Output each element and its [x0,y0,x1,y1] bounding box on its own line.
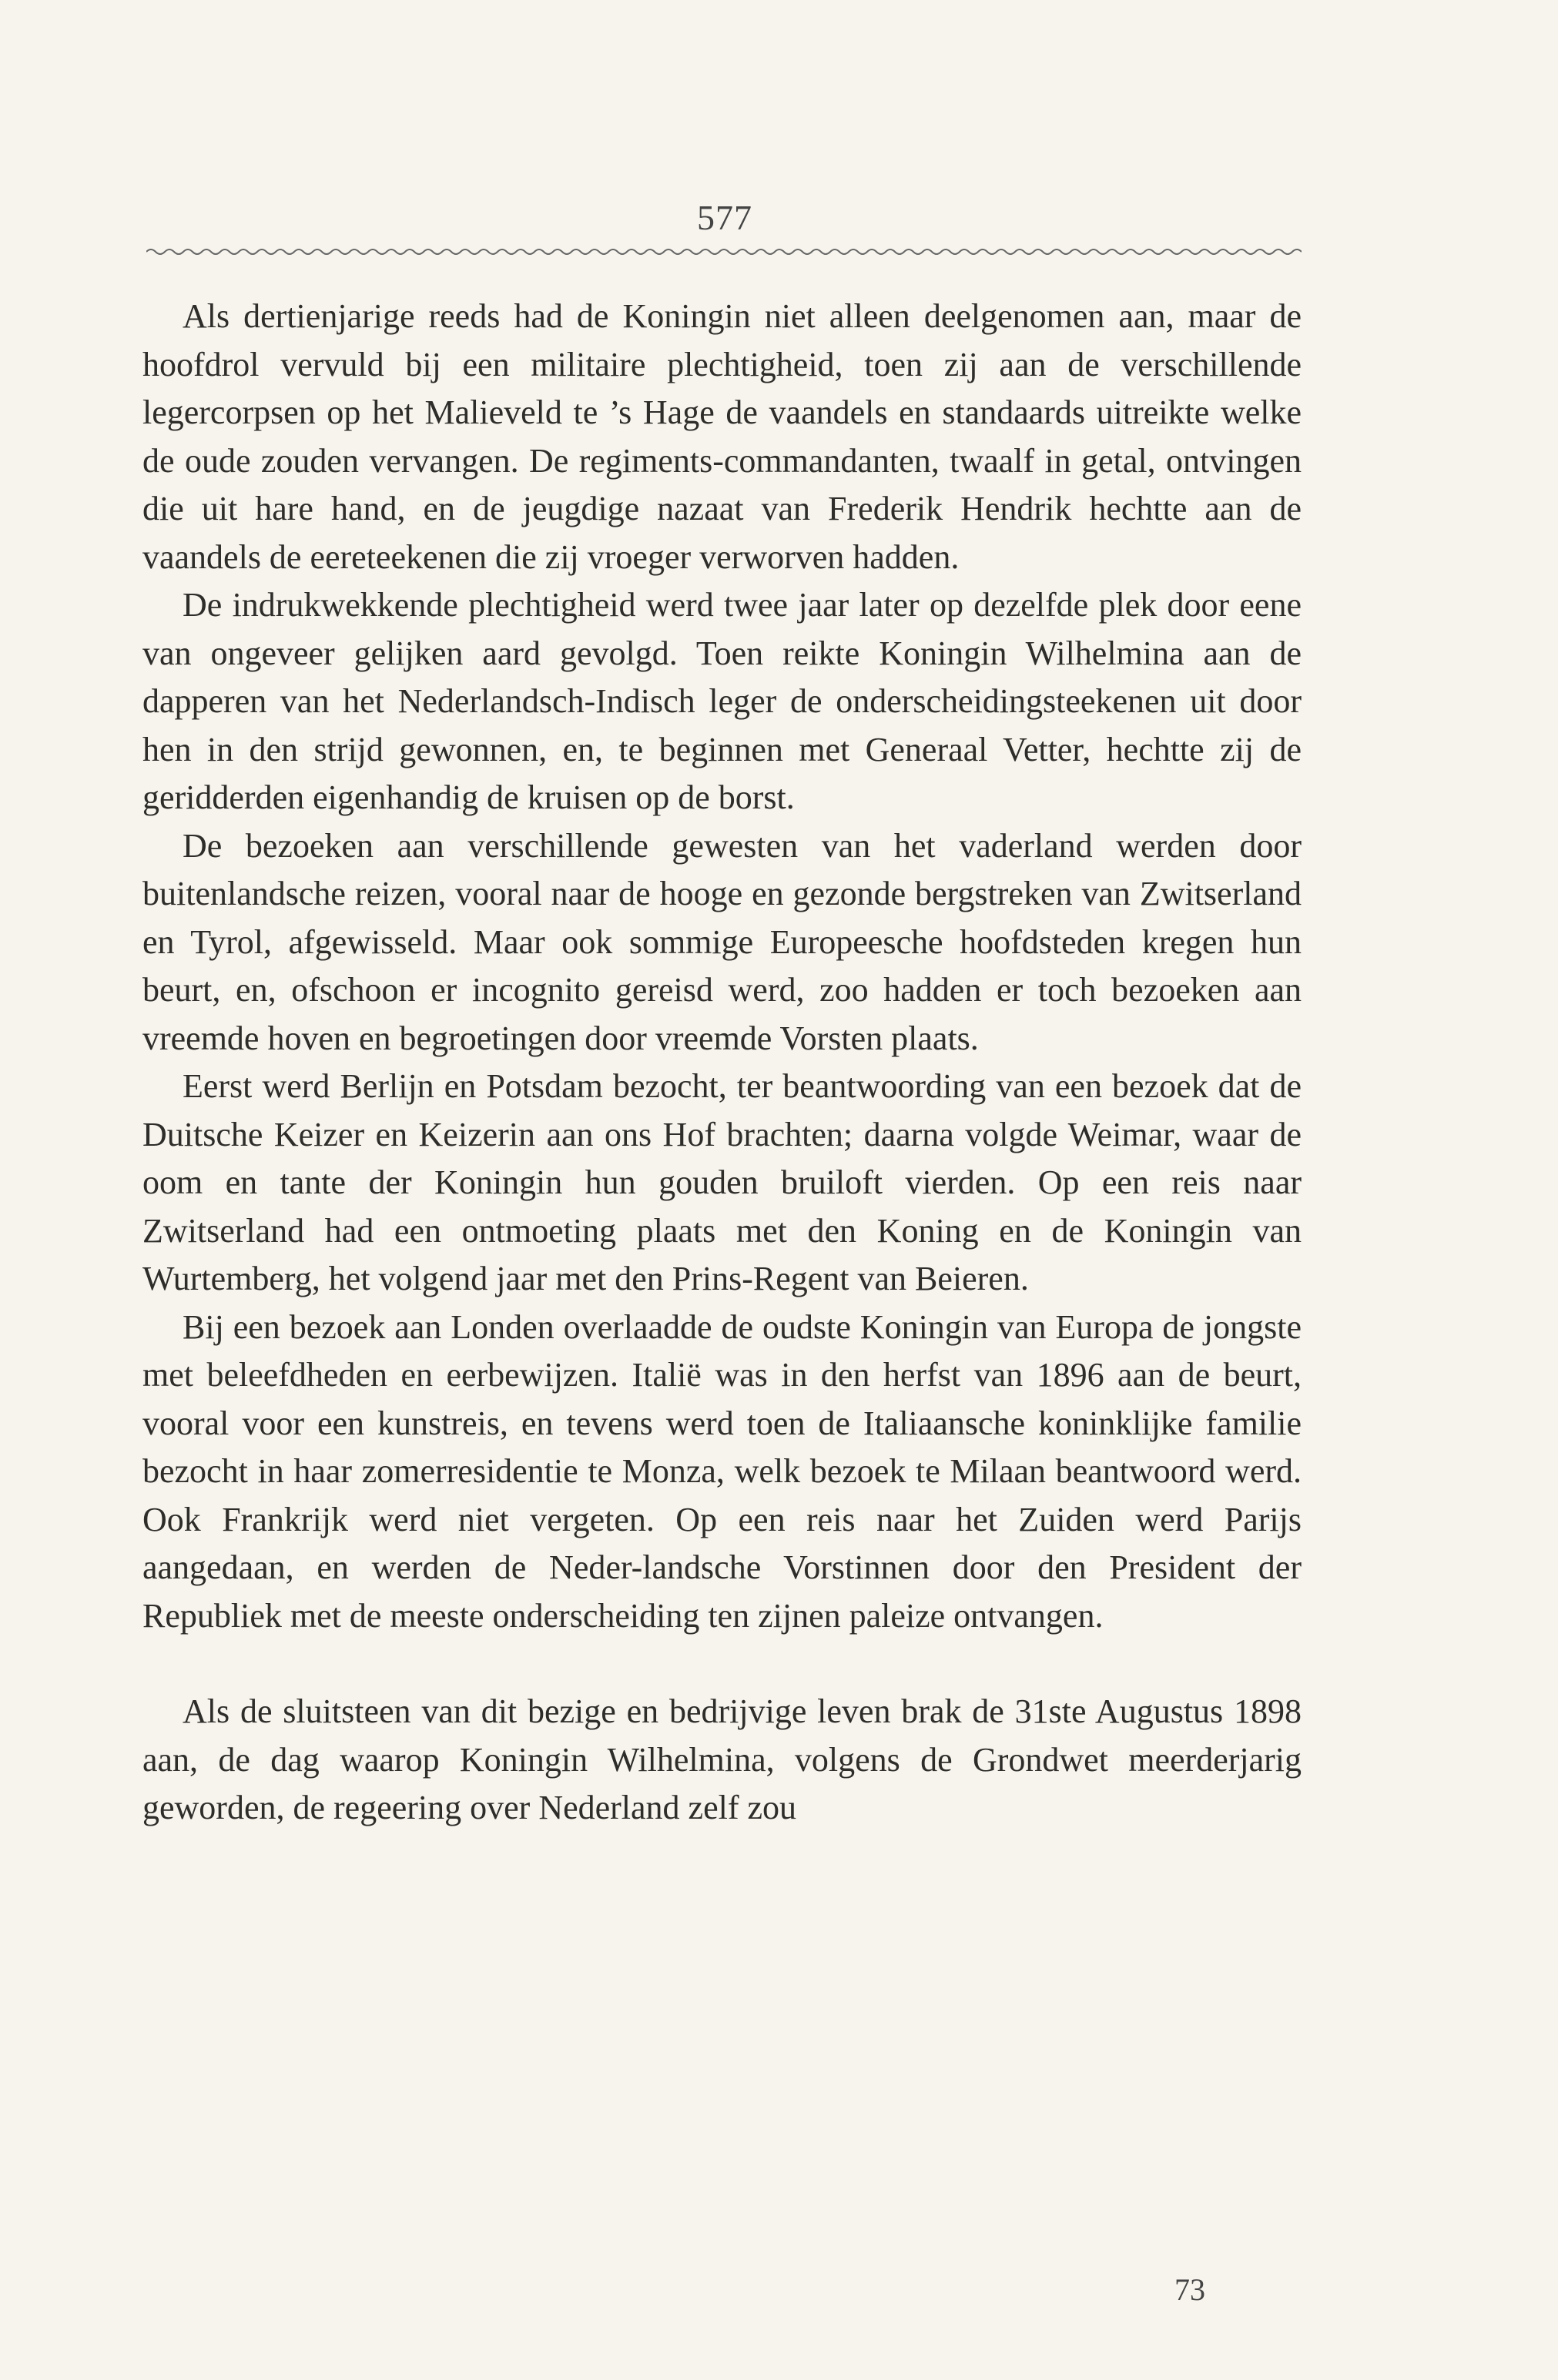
paragraph: Als de sluitsteen van dit bezige en bedrijvige leven brak de 31ste Augustus 1898 aan, de dag waarop Koningin Wilhelmina, volgens de Grondwet meerderjarig geworden, de regeering over Nederland zelf zou [142,1692,1302,1826]
paragraph: Eerst werd Berlijn en Potsdam bezocht, ter beantwoording van een bezoek dat de Duitsche Keizer en Keizerin aan ons Hof brachten; daarna volgde Weimar, waar de oom en tante der Koningin hun gouden bruiloft vierden. Op een reis naar Zwitserland had een ontmoeting plaats met den Koning en de Koningin van Wurtemberg, het volgend jaar met den Prins-Regent van Beieren. [142,1067,1302,1297]
paragraph: De bezoeken aan verschillende gewesten van het vaderland werden door buitenlandsche reizen, vooral naar de hooge en gezonde bergstreken van Zwitserland en Tyrol, afgewisseld. Maar ook sommige Europeesche hoofdsteden kregen hun beurt, en, ofschoon er incognito gereisd werd, zoo hadden er toch bezoeken aan vreemde hoven en begroetingen door vreemde Vorsten plaats. [142,826,1302,1057]
signature-mark: 73 [1174,2272,1205,2307]
paragraph: Bij een bezoek aan Londen overlaadde de oudste Koningin van Europa de jongste met beleefdheden en eerbewijzen. Italië was in den herfst van 1896 aan de beurt, vooral voor een kunstreis, en tevens werd toen de Italiaansche koninklijke familie bezocht in haar zomerresidentie te Monza, welk bezoek te Milaan beantwoord werd. Ook Frankrijk werd niet vergeten. Op een reis naar het Zuiden werd Parijs aangedaan, en werden de Neder-landsche Vorstinnen door den President der Republiek met de meeste onderscheiding ten zijnen paleize ontvangen. [142,1307,1302,1635]
paragraph: De indrukwekkende plechtigheid werd twee jaar later op dezelfde plek door eene van ongeveer gelijken aard gevolgd. Toen reikte Koningin Wilhelmina aan de dapperen van het Nederlandsch-Indisch leger de onderscheidingsteekenen uit door hen in den strijd gewonnen, en, te beginnen met Generaal Vetter, hechtte zij de geridderden eigenhandig de kruisen op de borst. [142,586,1302,816]
page-number: 577 [697,198,752,237]
body-text [142,293,1302,1833]
decorative-wavy-rule [146,246,1302,257]
paragraph: Als dertienjarige reeds had de Koningin niet alleen deelgenomen aan, maar de hoofdrol vervuld bij een militaire plechtigheid, toen zij aan de verschillende legercorpsen op het Malieveld te ’s Hage de vaandels en standaards uitreikte welke de oude zouden vervangen. De regiments-commandanten, twaalf in getal, ontvingen die uit hare hand, en de jeugdige nazaat van Frederik Hendrik hechtte aan de vaandels de eereteekenen die zij vroeger verworven hadden. [142,297,1302,576]
